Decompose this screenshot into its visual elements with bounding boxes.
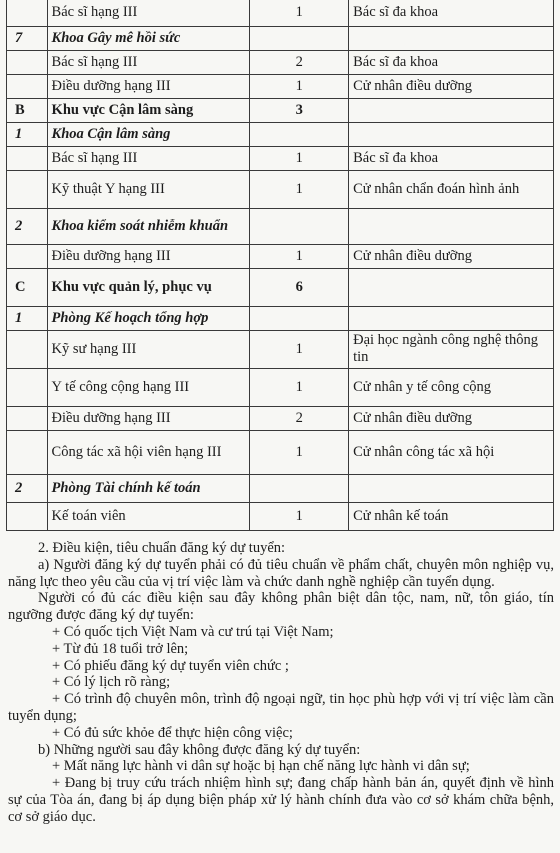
row-number bbox=[7, 170, 48, 208]
recruitment-table-body bbox=[7, 0, 554, 530]
bullet-qualification-text: + Có trình độ chuyên môn, trình độ ngoại ngữ, tin học phù hợp với vị trí việc làm cần tuyển dụng; bbox=[8, 691, 554, 724]
row-requirement: Cử nhân y tế công cộng bbox=[349, 368, 554, 406]
row-quantity: 1 bbox=[250, 502, 349, 530]
row-requirement: Cử nhân chẩn đoán hình ảnh bbox=[349, 170, 554, 208]
row-quantity bbox=[250, 208, 349, 244]
row-title: Điều dưỡng hạng III bbox=[47, 74, 250, 98]
table-row bbox=[7, 208, 554, 244]
row-number: 2 bbox=[7, 474, 48, 502]
row-title: Kỹ thuật Y hạng III bbox=[47, 170, 250, 208]
table-row bbox=[7, 368, 554, 406]
row-requirement bbox=[349, 122, 554, 146]
paragraph-a: a) Người đăng ký dự tuyển phải có đủ tiêu chuẩn về phẩm chất, chuyên môn nghiệp vụ, năng lực theo yêu cầu của vị trí việc làm và chức danh nghề nghiệp cần tuyển dụng. bbox=[8, 556, 554, 590]
row-requirement bbox=[349, 268, 554, 306]
bullet-health: + Có đủ sức khỏe để thực hiện công việc; bbox=[52, 724, 293, 741]
row-requirement: Cử nhân kế toán bbox=[349, 502, 554, 530]
row-title: Điều dưỡng hạng III bbox=[47, 244, 250, 268]
paragraph-eligibility: Người có đủ các điều kiện sau đây không phân biệt dân tộc, nam, nữ, tôn giáo, tín ngưỡng được đăng ký dự tuyển: bbox=[8, 590, 554, 624]
row-requirement: Cử nhân điều dưỡng bbox=[349, 406, 554, 430]
row-quantity: 1 bbox=[250, 430, 349, 474]
row-requirement: Đại học ngành công nghệ thông tin bbox=[349, 330, 554, 368]
row-number bbox=[7, 50, 48, 74]
row-number: 7 bbox=[7, 26, 48, 50]
row-requirement bbox=[349, 474, 554, 502]
row-requirement: Bác sĩ đa khoa bbox=[349, 50, 554, 74]
row-requirement bbox=[349, 98, 554, 122]
row-requirement bbox=[349, 26, 554, 50]
bullet-registration-form: + Có phiếu đăng ký dự tuyển viên chức ; bbox=[52, 657, 289, 674]
row-title: Kỹ sư hạng III bbox=[47, 330, 250, 368]
row-title: Khoa kiểm soát nhiễm khuẩn bbox=[47, 208, 250, 244]
row-title: Khoa Gây mê hồi sức bbox=[47, 26, 250, 50]
row-requirement: Cử nhân điều dưỡng bbox=[349, 74, 554, 98]
row-title: Bác sĩ hạng III bbox=[47, 0, 250, 26]
bullet-civil-capacity: + Mất năng lực hành vi dân sự hoặc bị hạn chế năng lực hành vi dân sự; bbox=[52, 758, 470, 775]
table-row bbox=[7, 26, 554, 50]
row-quantity: 1 bbox=[250, 146, 349, 170]
conditions-section bbox=[8, 540, 554, 826]
bullet-qualification bbox=[8, 691, 554, 725]
table-row bbox=[7, 170, 554, 208]
row-quantity: 2 bbox=[250, 406, 349, 430]
row-number: C bbox=[7, 268, 48, 306]
row-requirement bbox=[349, 306, 554, 330]
bullet-criminal: + Đang bị truy cứu trách nhiệm hình sự; đang chấp hành bản án, quyết định về hình sự của Tòa án, đang bị áp dụng biện pháp xử lý hành chính đưa vào cơ sở khám chữa bệnh, cơ sở giáo dục. bbox=[8, 775, 554, 825]
row-title: Khoa Cận lâm sàng bbox=[47, 122, 250, 146]
table-row bbox=[7, 306, 554, 330]
row-quantity: 2 bbox=[250, 50, 349, 74]
row-quantity: 1 bbox=[250, 74, 349, 98]
row-requirement: Bác sĩ đa khoa bbox=[349, 0, 554, 26]
row-requirement: Cử nhân công tác xã hội bbox=[349, 430, 554, 474]
row-number bbox=[7, 146, 48, 170]
row-number: 1 bbox=[7, 306, 48, 330]
row-title: Khu vực quản lý, phục vụ bbox=[47, 268, 250, 306]
row-number bbox=[7, 368, 48, 406]
row-title: Phòng Tài chính kế toán bbox=[47, 474, 250, 502]
row-number: 2 bbox=[7, 208, 48, 244]
row-title: Điều dưỡng hạng III bbox=[47, 406, 250, 430]
row-quantity: 1 bbox=[250, 368, 349, 406]
row-title: Công tác xã hội viên hạng III bbox=[47, 430, 250, 474]
row-quantity bbox=[250, 26, 349, 50]
row-title: Khu vực Cận lâm sàng bbox=[47, 98, 250, 122]
bullet-nationality: + Có quốc tịch Việt Nam và cư trú tại Việt Nam; bbox=[52, 623, 334, 640]
table-row bbox=[7, 430, 554, 474]
row-title: Y tế công cộng hạng III bbox=[47, 368, 250, 406]
recruitment-table bbox=[6, 0, 554, 531]
table-row bbox=[7, 50, 554, 74]
table-row bbox=[7, 0, 554, 26]
row-quantity: 1 bbox=[250, 244, 349, 268]
row-quantity: 1 bbox=[250, 170, 349, 208]
table-row bbox=[7, 268, 554, 306]
row-title: Bác sĩ hạng III bbox=[47, 50, 250, 74]
row-title: Phòng Kế hoạch tổng hợp bbox=[47, 306, 250, 330]
row-quantity: 1 bbox=[250, 0, 349, 26]
row-quantity: 3 bbox=[250, 98, 349, 122]
paragraph-b: b) Những người sau đây không được đăng ký dự tuyển: bbox=[38, 741, 361, 758]
table-row bbox=[7, 244, 554, 268]
row-number: 1 bbox=[7, 122, 48, 146]
row-number bbox=[7, 406, 48, 430]
table-row bbox=[7, 406, 554, 430]
table-row bbox=[7, 474, 554, 502]
table-row bbox=[7, 502, 554, 530]
row-requirement: Bác sĩ đa khoa bbox=[349, 146, 554, 170]
row-number bbox=[7, 244, 48, 268]
table-row bbox=[7, 74, 554, 98]
row-number bbox=[7, 502, 48, 530]
row-quantity bbox=[250, 122, 349, 146]
table-row bbox=[7, 98, 554, 122]
row-quantity: 6 bbox=[250, 268, 349, 306]
row-quantity: 1 bbox=[250, 330, 349, 368]
row-title: Kế toán viên bbox=[47, 502, 250, 530]
row-requirement: Cử nhân điều dưỡng bbox=[349, 244, 554, 268]
row-number bbox=[7, 74, 48, 98]
table-row bbox=[7, 146, 554, 170]
row-quantity bbox=[250, 474, 349, 502]
row-quantity bbox=[250, 306, 349, 330]
row-number: B bbox=[7, 98, 48, 122]
bullet-age: + Từ đủ 18 tuổi trở lên; bbox=[52, 640, 189, 657]
table-row bbox=[7, 122, 554, 146]
row-number bbox=[7, 0, 48, 26]
row-number bbox=[7, 430, 48, 474]
row-title: Bác sĩ hạng III bbox=[47, 146, 250, 170]
bullet-background: + Có lý lịch rõ ràng; bbox=[52, 674, 171, 691]
table-row bbox=[7, 330, 554, 368]
conditions-heading: 2. Điều kiện, tiêu chuẩn đăng ký dự tuyển: bbox=[38, 540, 286, 556]
row-number bbox=[7, 330, 48, 368]
row-requirement bbox=[349, 208, 554, 244]
